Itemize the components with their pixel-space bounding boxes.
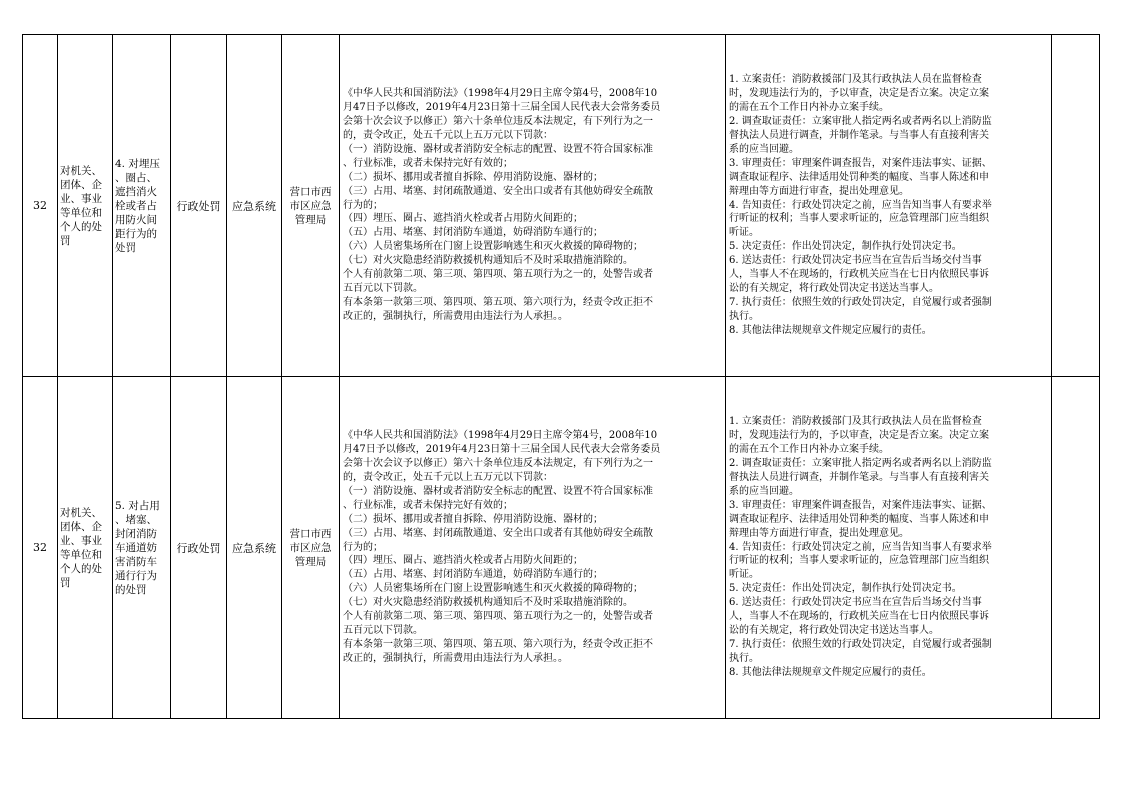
department-line: 管理局 [294, 555, 327, 568]
responsibility-line: 7. 执行责任：依照生效的行政处罚决定，自觉履行或者强制 [729, 296, 992, 308]
legal-basis-line: 会第十次会议予以修正）第六十条单位违反本法规定，有下列行为之一 [343, 116, 653, 128]
item-line: 5. 对占用 [115, 499, 160, 512]
legal-basis-line: （六）人员密集场所在门窗上设置影响逃生和灭火救援的障碍物的； [343, 241, 643, 253]
legal-basis-line: （一）消防设施、器材或者消防安全标志的配置、设置不符合国家标准 [343, 143, 653, 155]
item-line: 、堵塞、 [115, 513, 157, 526]
legal-basis-line: 有本条第一款第三项、第四项、第五项、第六项行为，经责令改正拒不 [343, 296, 653, 308]
responsibility-line: 调查取证程序、法律适用处罚种类的幅度、当事人陈述和申 [729, 513, 989, 525]
table-row [23, 377, 1100, 719]
legal-basis-line: （二）损坏、挪用或者擅自拆除、停用消防设施、器材的； [343, 513, 603, 525]
subject-line: 个人的处 [60, 562, 102, 575]
responsibility-line: 系的应当回避。 [729, 143, 799, 155]
responsibility-line: 6. 送达责任：行政处罚决定书应当在宣告后当场交付当事 [729, 597, 982, 609]
responsibility-line: 讼的有关规定，将行政处罚决定书送达当事人。 [729, 282, 939, 294]
responsibility-line: 执行。 [729, 310, 759, 322]
responsibility-line: 2. 调查取证责任：立案审批人指定两名或者两名以上消防监 [729, 116, 992, 128]
item-name-cell [113, 35, 171, 377]
remarks-cell [1052, 35, 1100, 377]
legal-basis-cell [340, 377, 726, 719]
responsibility-line: 8. 其他法律法规规章文件规定应履行的责任。 [729, 324, 932, 336]
department-line: 市区应急 [289, 199, 332, 212]
responsibility-line: 调查取证程序、法律适用处罚种类的幅度、当事人陈述和申 [729, 171, 989, 183]
legal-basis-line: 的，责令改正，处五千元以上五万元以下罚款： [343, 130, 553, 142]
legal-basis-line: （六）人员密集场所在门窗上设置影响逃生和灭火救援的障碍物的； [343, 583, 643, 595]
legal-basis-line: 行为的； [343, 541, 383, 553]
legal-basis-line: 个人有前款第二项、第三项、第四项、第五项行为之一的，处警告或者 [343, 611, 653, 623]
responsibility-line: 时，发现违法行为的，予以审查，决定是否立案。决定立案 [729, 430, 989, 442]
legal-basis-line: 会第十次会议予以修正）第六十条单位违反本法规定，有下列行为之一 [343, 458, 653, 470]
item-line: 害消防车 [115, 555, 157, 568]
remarks-cell [1052, 377, 1100, 719]
legal-basis-line: 、行业标准，或者未保持完好有效的； [343, 157, 513, 169]
item-line: 遮挡消火 [115, 185, 157, 198]
legal-basis-line: （二）损坏、挪用或者擅自拆除、停用消防设施、器材的； [343, 171, 603, 183]
responsibility-line: 听证。 [729, 227, 759, 239]
legal-basis-line: 、行业标准，或者未保持完好有效的； [343, 499, 513, 511]
responsibility-line: 2. 调查取证责任：立案审批人指定两名或者两名以上消防监 [729, 458, 992, 470]
legal-basis-line: 有本条第一款第三项、第四项、第五项、第六项行为，经责令改正拒不 [343, 638, 653, 650]
responsibility-line: 辩理由等方面进行审查，提出处理意见。 [729, 185, 909, 197]
responsibility-line: 人，当事人不在现场的，行政机关应当在七日内依照民事诉 [729, 269, 989, 281]
responsibility-line: 的需在五个工作日内补办立案手续。 [729, 444, 889, 456]
item-line: 的处罚 [115, 583, 147, 596]
responsibility-line: 督执法人员进行调查，并制作笔录。与当事人有直接利害关 [729, 472, 989, 484]
item-line: 封闭消防 [115, 527, 157, 540]
responsibility-line: 讼的有关规定，将行政处罚决定书送达当事人。 [729, 624, 939, 636]
legal-basis-line: （五）占用、堵塞、封闭消防车通道，妨碍消防车通行的； [343, 227, 603, 239]
responsibility-line: 听证。 [729, 569, 759, 581]
system-cell: 应急系统 [227, 35, 282, 377]
responsibility-line: 8. 其他法律法规规章文件规定应履行的责任。 [729, 666, 932, 678]
department-cell [282, 377, 340, 719]
subject-line: 业、事业 [60, 192, 102, 205]
legal-basis-line: 《中华人民共和国消防法》（1998年4月29日主席令第4号，2008年10 [343, 430, 658, 442]
subject-line: 团体、企 [60, 178, 102, 191]
responsibility-line: 系的应当回避。 [729, 485, 799, 497]
legal-basis-line: 月47日予以修改，2019年4月23日第十三届全国人民代表大会常务委员 [343, 102, 661, 114]
legal-basis-line: （三）占用、堵塞、封闭疏散通道、安全出口或者有其他妨碍安全疏散 [343, 527, 653, 539]
subject-cell [58, 35, 113, 377]
legal-basis-line: 的，责令改正，处五千元以上五万元以下罚款： [343, 472, 553, 484]
responsibility-line: 1. 立案责任：消防救援部门及其行政执法人员在监督检查 [729, 74, 982, 86]
responsibility-line: 执行。 [729, 652, 759, 664]
responsibility-line: 督执法人员进行调查，并制作笔录。与当事人有直接利害关 [729, 130, 989, 142]
subject-line: 业、事业 [60, 534, 102, 547]
responsibility-line: 行听证的权利；当事人要求听证的，应急管理部门应当组织 [729, 213, 989, 225]
item-line: 用防火间 [115, 213, 157, 226]
responsibility-line: 的需在五个工作日内补办立案手续。 [729, 102, 889, 114]
item-line: 车通道妨 [115, 541, 157, 554]
item-line: 距行为的 [115, 227, 157, 240]
responsibility-cell [726, 377, 1052, 719]
responsibility-line: 4. 告知责任：行政处罚决定之前，应当告知当事人有要求举 [729, 541, 992, 553]
department-line: 营口市西 [289, 527, 332, 540]
legal-basis-line: （三）占用、堵塞、封闭疏散通道、安全出口或者有其他妨碍安全疏散 [343, 185, 653, 197]
responsibility-line: 时，发现违法行为的，予以审查，决定是否立案。决定立案 [729, 88, 989, 100]
legal-basis-line: 改正的，强制执行，所需费用由违法行为人承担。。 [343, 310, 568, 322]
responsibility-line: 5. 决定责任：作出处罚决定，制作执行处罚决定书。 [729, 583, 962, 595]
legal-basis-line: 个人有前款第二项、第三项、第四项、第五项行为之一的，处警告或者 [343, 269, 653, 281]
item-line: 、圈占、 [115, 171, 157, 184]
legal-basis-line: （四）埋压、圈占、遮挡消火栓或者占用防火间距的； [343, 555, 583, 567]
legal-basis-line: （七）对火灾隐患经消防救援机构通知后不及时采取措施消除的。 [343, 255, 633, 267]
item-line: 栓或者占 [115, 199, 157, 212]
item-line: 通行行为 [115, 569, 157, 582]
department-cell [282, 35, 340, 377]
subject-line: 罚 [60, 234, 71, 247]
responsibility-line: 7. 执行责任：依照生效的行政处罚决定，自觉履行或者强制 [729, 638, 992, 650]
responsibility-cell [726, 35, 1052, 377]
legal-basis-line: 五百元以下罚款。 [343, 624, 423, 636]
item-line: 4. 对埋压 [115, 157, 160, 170]
responsibility-line: 人，当事人不在现场的，行政机关应当在七日内依照民事诉 [729, 611, 989, 623]
subject-line: 团体、企 [60, 520, 102, 533]
row-number: 32 [23, 35, 58, 377]
responsibility-line: 3. 审理责任：审理案件调查报告，对案件违法事实、证据、 [729, 157, 992, 169]
subject-line: 等单位和 [60, 206, 102, 219]
responsibility-line: 行听证的权利；当事人要求听证的，应急管理部门应当组织 [729, 555, 989, 567]
item-name-cell [113, 377, 171, 719]
department-line: 市区应急 [289, 541, 332, 554]
subject-cell [58, 377, 113, 719]
item-line: 处罚 [115, 241, 136, 254]
department-line: 营口市西 [289, 185, 332, 198]
legal-basis-line: （五）占用、堵塞、封闭消防车通道，妨碍消防车通行的； [343, 569, 603, 581]
power-type-cell: 行政处罚 [171, 35, 227, 377]
legal-basis-line: 五百元以下罚款。 [343, 282, 423, 294]
power-type-cell: 行政处罚 [171, 377, 227, 719]
responsibility-line: 辩理由等方面进行审查，提出处理意见。 [729, 527, 909, 539]
legal-basis-line: （一）消防设施、器材或者消防安全标志的配置、设置不符合国家标准 [343, 485, 653, 497]
subject-line: 对机关、 [60, 506, 102, 519]
responsibility-line: 6. 送达责任：行政处罚决定书应当在宣告后当场交付当事 [729, 255, 982, 267]
legal-basis-line: （七）对火灾隐患经消防救援机构通知后不及时采取措施消除的。 [343, 597, 633, 609]
responsibility-line: 3. 审理责任：审理案件调查报告，对案件违法事实、证据、 [729, 499, 992, 511]
subject-line: 对机关、 [60, 164, 102, 177]
row-number: 32 [23, 377, 58, 719]
responsibility-line: 5. 决定责任：作出处罚决定，制作执行处罚决定书。 [729, 241, 962, 253]
legal-basis-line: 月47日予以修改，2019年4月23日第十三届全国人民代表大会常务委员 [343, 444, 661, 456]
legal-basis-line: 《中华人民共和国消防法》（1998年4月29日主席令第4号，2008年10 [343, 88, 658, 100]
responsibility-line: 1. 立案责任：消防救援部门及其行政执法人员在监督检查 [729, 416, 982, 428]
responsibility-line: 4. 告知责任：行政处罚决定之前，应当告知当事人有要求举 [729, 199, 992, 211]
legal-basis-line: （四）埋压、圈占、遮挡消火栓或者占用防火间距的； [343, 213, 583, 225]
system-cell: 应急系统 [227, 377, 282, 719]
legal-basis-line: 改正的，强制执行，所需费用由违法行为人承担。。 [343, 652, 568, 664]
subject-line: 罚 [60, 576, 71, 589]
subject-line: 个人的处 [60, 220, 102, 233]
department-line: 管理局 [294, 213, 327, 226]
table-row [23, 35, 1100, 377]
legal-basis-cell [340, 35, 726, 377]
subject-line: 等单位和 [60, 548, 102, 561]
power-list-table [22, 34, 1100, 719]
legal-basis-line: 行为的； [343, 199, 383, 211]
